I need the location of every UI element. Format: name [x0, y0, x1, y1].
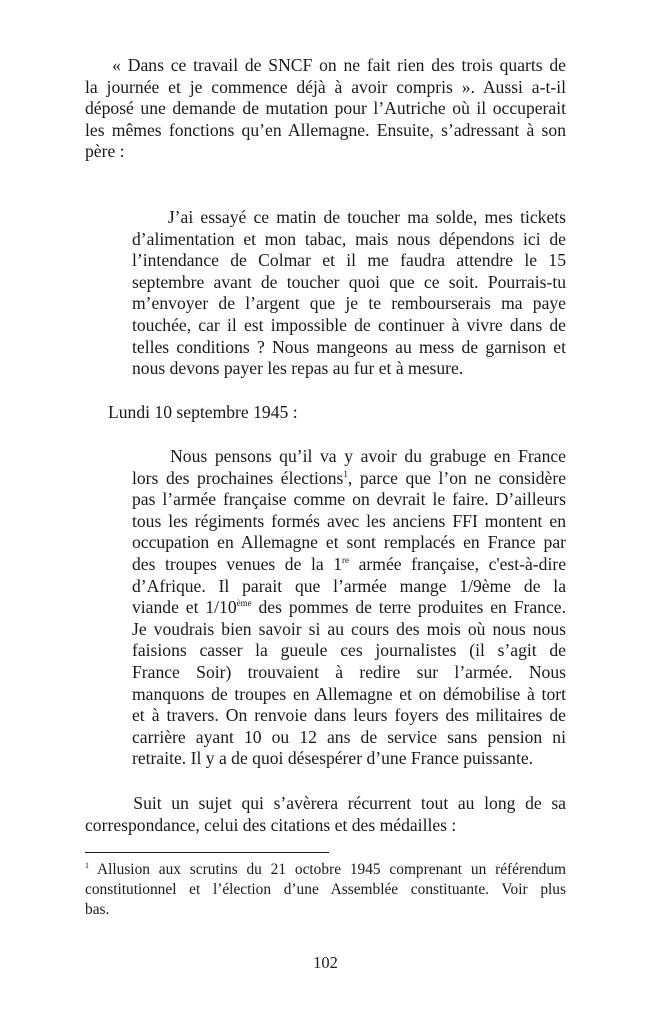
- text-line: Nous pensons qu’il va y avoir du grabuge en France: [132, 446, 566, 466]
- text-line: faisions casser la gueule ces journalistes (il s’agit de: [132, 640, 566, 661]
- text-line: [132, 554, 566, 576]
- text-line: tous les régiments formés avec les anciens FFI montent en: [132, 510, 566, 531]
- text-line: et à travers. On renvoie dans leurs foyers des militaires de: [132, 705, 566, 726]
- text-line: « Dans ce travail de SNCF on ne fait rien des trois quarts de: [85, 55, 566, 75]
- text-line: occupation en Allemagne et sont remplacés en France par: [132, 532, 566, 553]
- text-line: d’Afrique. Il parait que l’armée mange 1/9ème de la: [132, 575, 566, 596]
- text-line: touchée, car il est impossible de continuer à vivre dans de: [132, 315, 566, 335]
- text-line: déposé une demande de mutation pour l’Autriche où il occuperait: [85, 98, 566, 119]
- text-line: m’envoyer de l’argent que je te rembourserais ma paye: [132, 293, 566, 314]
- text-line: manquons de troupes en Allemagne et on démobilise à tort: [132, 683, 566, 704]
- page-number: 102: [313, 953, 338, 972]
- ordinal-superscript: re: [342, 555, 350, 565]
- text-span: des pommes de terre produites en France.: [251, 597, 566, 618]
- text-line: d’alimentation et mon tabac, mais nous dépendons ici de: [132, 228, 566, 249]
- text-line: septembre avant de toucher quoi que ce soit. Pourrais-tu: [132, 271, 566, 292]
- text-line: Je voudrais bien savoir si au cours des mois où nous nous: [132, 618, 566, 639]
- footnote-marker: 1: [85, 861, 89, 870]
- footnote-reference[interactable]: 1: [343, 468, 348, 479]
- text-line: père :: [85, 141, 125, 162]
- text-line: les mêmes fonctions qu’en Allemagne. Ensuite, s’adressant à son: [85, 119, 566, 140]
- footnote-line: [85, 860, 566, 880]
- text-line: [132, 468, 566, 490]
- text-line: France Soir) trouvaient à redire sur l’armée. Nous: [132, 662, 566, 682]
- footnote-line: bas.: [85, 901, 110, 918]
- text-span: lors des prochaines élections: [132, 467, 344, 488]
- text-line: telles conditions ? Nous mangeons au mess de garnison et: [132, 336, 566, 357]
- text-line: l’intendance de Colmar et il me faudra attendre le 15: [132, 250, 566, 271]
- text-span: , parce que l’on ne considère: [347, 467, 567, 488]
- text-span: des troupes venues de la 1: [132, 554, 343, 574]
- ordinal-superscript: ème: [236, 598, 252, 609]
- text-line: retraite. Il y a de quoi désespérer d’une France puissante.: [132, 748, 534, 769]
- text-span: Allusion aux scrutins du 21 octobre 1945 comprenant un référendum: [89, 861, 566, 878]
- text-line: carrière ayant 10 ou 12 ans de service sans pension ni: [132, 726, 566, 747]
- date-heading: Lundi 10 septembre 1945 :: [108, 402, 298, 422]
- text-line: J’ai essayé ce matin de toucher ma solde, mes tickets: [132, 207, 566, 227]
- footnote-line: constitutionnel et l’élection d’une Assemblée constituante. Voir plus: [85, 881, 566, 898]
- footnote-separator: [85, 852, 329, 853]
- text-span: armée française, c'est-à-dire: [349, 554, 567, 574]
- text-line: nous devons payer les repas au fur et à mesure.: [132, 358, 464, 379]
- text-line: correspondance, celui des citations et des médailles :: [85, 814, 457, 835]
- text-line: pas l’armée française comme on devrait le faire. D’ailleurs: [132, 489, 566, 510]
- text-line: Suit un sujet qui s’avèrera récurrent tout au long de sa: [85, 793, 566, 813]
- text-line: la journée et je commence déjà à avoir compris ». Aussi a-t-il: [85, 76, 566, 97]
- text-span: viande et 1/10: [132, 597, 237, 618]
- text-line: [132, 597, 566, 619]
